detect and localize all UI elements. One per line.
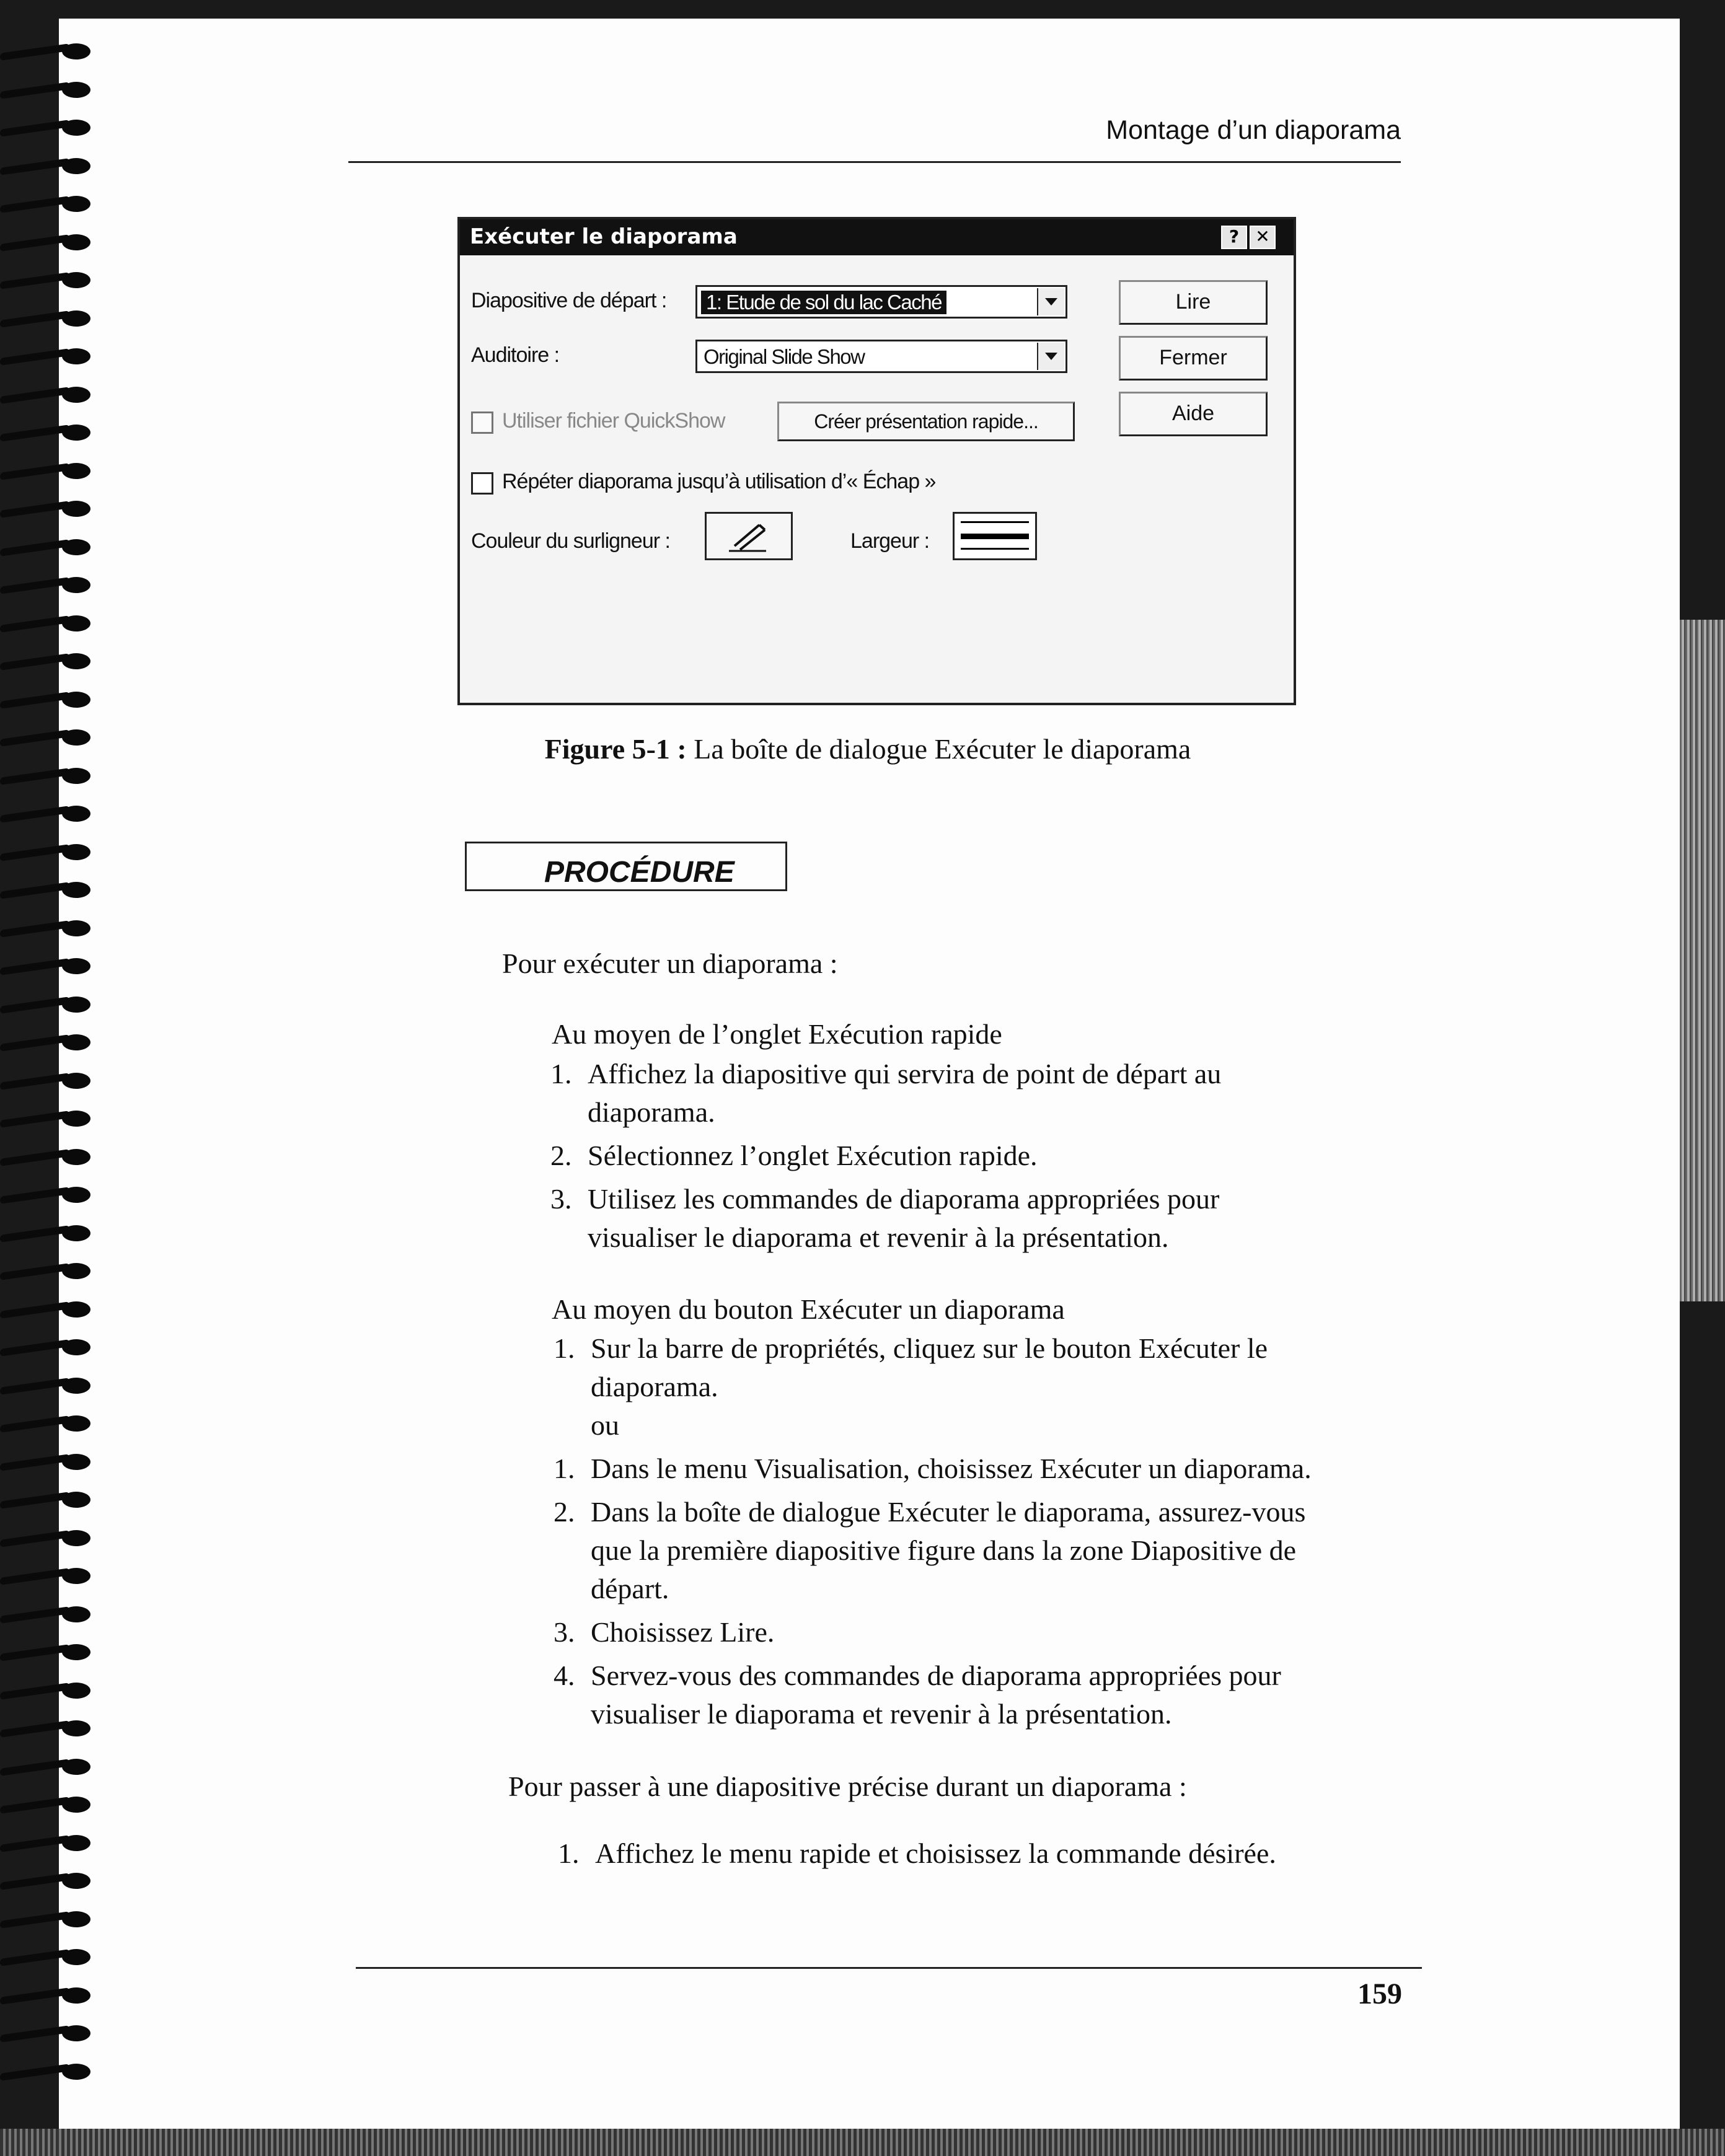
binding-ring (0, 1606, 93, 1622)
dialog-title: Exécuter le diaporama (470, 224, 738, 249)
binding-ring (0, 234, 93, 250)
quickshow-checkbox[interactable] (471, 411, 493, 434)
binding-ring (0, 348, 93, 364)
step-number: 4. (554, 1660, 575, 1691)
footer-rule (356, 1967, 1422, 1969)
page-number: 159 (1357, 1978, 1402, 2010)
binding-ring (0, 1187, 93, 1203)
binding-ring (0, 1339, 93, 1355)
binding-ring (0, 1644, 93, 1660)
procedure-label: PROCÉDURE (533, 855, 746, 889)
step-text: départ. (591, 1573, 669, 1604)
pen-icon (707, 514, 791, 558)
binding-ring (0, 463, 93, 479)
chevron-down-icon[interactable] (1037, 288, 1064, 315)
step-text: visualiser le diaporama et revenir à la présentation. (588, 1221, 1169, 1253)
header-rule (348, 161, 1401, 163)
binding-ring (0, 1873, 93, 1889)
step-number: 1. (554, 1453, 575, 1484)
figure-number: Figure 5-1 : (544, 733, 687, 765)
binding-ring (0, 577, 93, 593)
binding-ring (0, 43, 93, 59)
binding-ring (0, 1225, 93, 1241)
step-text: Utilisez les commandes de diaporama appropriées pour (588, 1183, 1220, 1215)
section1-heading: Au moyen de l’onglet Exécution rapide (552, 1018, 1002, 1050)
binding-ring (0, 1415, 93, 1432)
binding-ring (0, 310, 93, 327)
binding-ring (0, 1301, 93, 1318)
step-number: 2. (550, 1140, 572, 1171)
binding-ring (0, 2064, 93, 2080)
binding-ring (0, 1454, 93, 1470)
binding-ring (0, 158, 93, 174)
dialog-titlebar (460, 219, 1294, 255)
step-text: Servez-vous des commandes de diaporama appropriées pour (591, 1660, 1281, 1691)
width-label: Largeur : (850, 529, 930, 553)
binding-ring (0, 1949, 93, 1965)
binding-ring (0, 920, 93, 936)
start-slide-select[interactable] (695, 285, 1067, 319)
binding-ring (0, 82, 93, 98)
binding-ring (0, 806, 93, 822)
binding-ring (0, 1530, 93, 1546)
binding-ring (0, 1378, 93, 1394)
audience-value: Original Slide Show (704, 345, 865, 368)
width-line-thin (961, 548, 1029, 550)
binding-ring (0, 501, 93, 517)
audience-label: Auditoire : (471, 343, 560, 367)
step-number: 1. (550, 1058, 572, 1089)
step-number: 3. (550, 1183, 572, 1215)
binding-ring (0, 120, 93, 136)
chevron-down-icon[interactable] (1037, 343, 1064, 370)
binding-ring (0, 1073, 93, 1089)
binding-ring (0, 425, 93, 441)
binding-ring (0, 1149, 93, 1165)
repeat-checkbox[interactable] (471, 472, 493, 495)
close-button[interactable]: Fermer (1119, 336, 1268, 381)
binding-ring (0, 1492, 93, 1508)
create-quick-presentation-button[interactable]: Créer présentation rapide... (777, 402, 1075, 441)
step-number: 2. (554, 1496, 575, 1528)
step-number: 3. (554, 1616, 575, 1648)
intro-text: Pour exécuter un diaporama : (502, 948, 838, 979)
step-text: diaporama. (588, 1096, 715, 1128)
page-edge-shadow (1680, 620, 1725, 1301)
page-bottom-edge (0, 2129, 1725, 2156)
binding-ring (0, 1797, 93, 1813)
binding-ring (0, 615, 93, 631)
binding-ring (0, 882, 93, 898)
binding-ring (0, 768, 93, 784)
binding-ring (0, 1911, 93, 1927)
step-text: Affichez la diapositive qui servira de point de départ au (588, 1058, 1222, 1089)
binding-ring (0, 997, 93, 1013)
highlighter-color-label: Couleur du surligneur : (471, 529, 670, 553)
binding-ring (0, 1835, 93, 1851)
spiral-binding (0, 43, 93, 2126)
line-width-picker[interactable] (953, 512, 1037, 560)
step-text: diaporama. (591, 1371, 718, 1402)
binding-ring (0, 196, 93, 212)
binding-ring (0, 1987, 93, 2004)
binding-ring (0, 1568, 93, 1584)
binding-ring (0, 1111, 93, 1127)
binding-ring (0, 729, 93, 746)
binding-ring (0, 2025, 93, 2041)
step-number: 1. (554, 1332, 575, 1364)
step-text: Dans le menu Visualisation, choisissez Exécuter un diaporama. (591, 1453, 1312, 1484)
binding-ring (0, 387, 93, 403)
step-text: Sur la barre de propriétés, cliquez sur le bouton Exécuter le (591, 1332, 1268, 1364)
section2-heading: Au moyen du bouton Exécuter un diaporama (552, 1293, 1065, 1325)
help-question-icon[interactable]: ? (1221, 226, 1247, 249)
step-text: que la première diapositive figure dans la zone Diapositive de (591, 1534, 1297, 1566)
audience-select[interactable] (695, 340, 1067, 373)
binding-ring (0, 1759, 93, 1775)
binding-ring (0, 1720, 93, 1736)
running-header: Montage d’un diaporama (1106, 115, 1401, 145)
step-text: ou (591, 1409, 619, 1441)
binding-ring (0, 958, 93, 974)
repeat-label: Répéter diaporama jusqu’à utilisation d’« Échap » (502, 470, 936, 493)
width-line-thin (961, 521, 1029, 523)
start-slide-label: Diapositive de départ : (471, 289, 667, 312)
highlighter-color-picker[interactable] (705, 512, 793, 560)
step-text: Dans la boîte de dialogue Exécuter le diaporama, assurez-vous (591, 1496, 1306, 1528)
step-number: 1. (558, 1837, 580, 1869)
binding-ring (0, 1683, 93, 1699)
step-text: visualiser le diaporama et revenir à la présentation. (591, 1698, 1172, 1730)
step-text: Affichez le menu rapide et choisissez la commande désirée. (595, 1837, 1276, 1869)
close-icon[interactable]: ✕ (1250, 226, 1276, 249)
intro2-text: Pour passer à une diapositive précise durant un diaporama : (508, 1771, 1187, 1802)
step-text: Choisissez Lire. (591, 1616, 775, 1648)
help-button[interactable]: Aide (1119, 392, 1268, 436)
width-line-selected (961, 534, 1029, 539)
figure-caption-text: La boîte de dialogue Exécuter le diaporama (686, 733, 1191, 765)
binding-ring (0, 272, 93, 288)
run-slideshow-dialog (457, 217, 1296, 705)
binding-ring (0, 692, 93, 708)
binding-ring (0, 1263, 93, 1279)
figure-caption (434, 733, 1302, 765)
binding-ring (0, 653, 93, 669)
binding-ring (0, 1034, 93, 1050)
step-text: Sélectionnez l’onglet Exécution rapide. (588, 1140, 1038, 1171)
play-button[interactable]: Lire (1119, 280, 1268, 325)
start-slide-value: 1: Etude de sol du lac Caché (701, 291, 946, 314)
quickshow-label: Utiliser fichier QuickShow (502, 409, 725, 433)
binding-ring (0, 844, 93, 860)
binding-ring (0, 539, 93, 555)
